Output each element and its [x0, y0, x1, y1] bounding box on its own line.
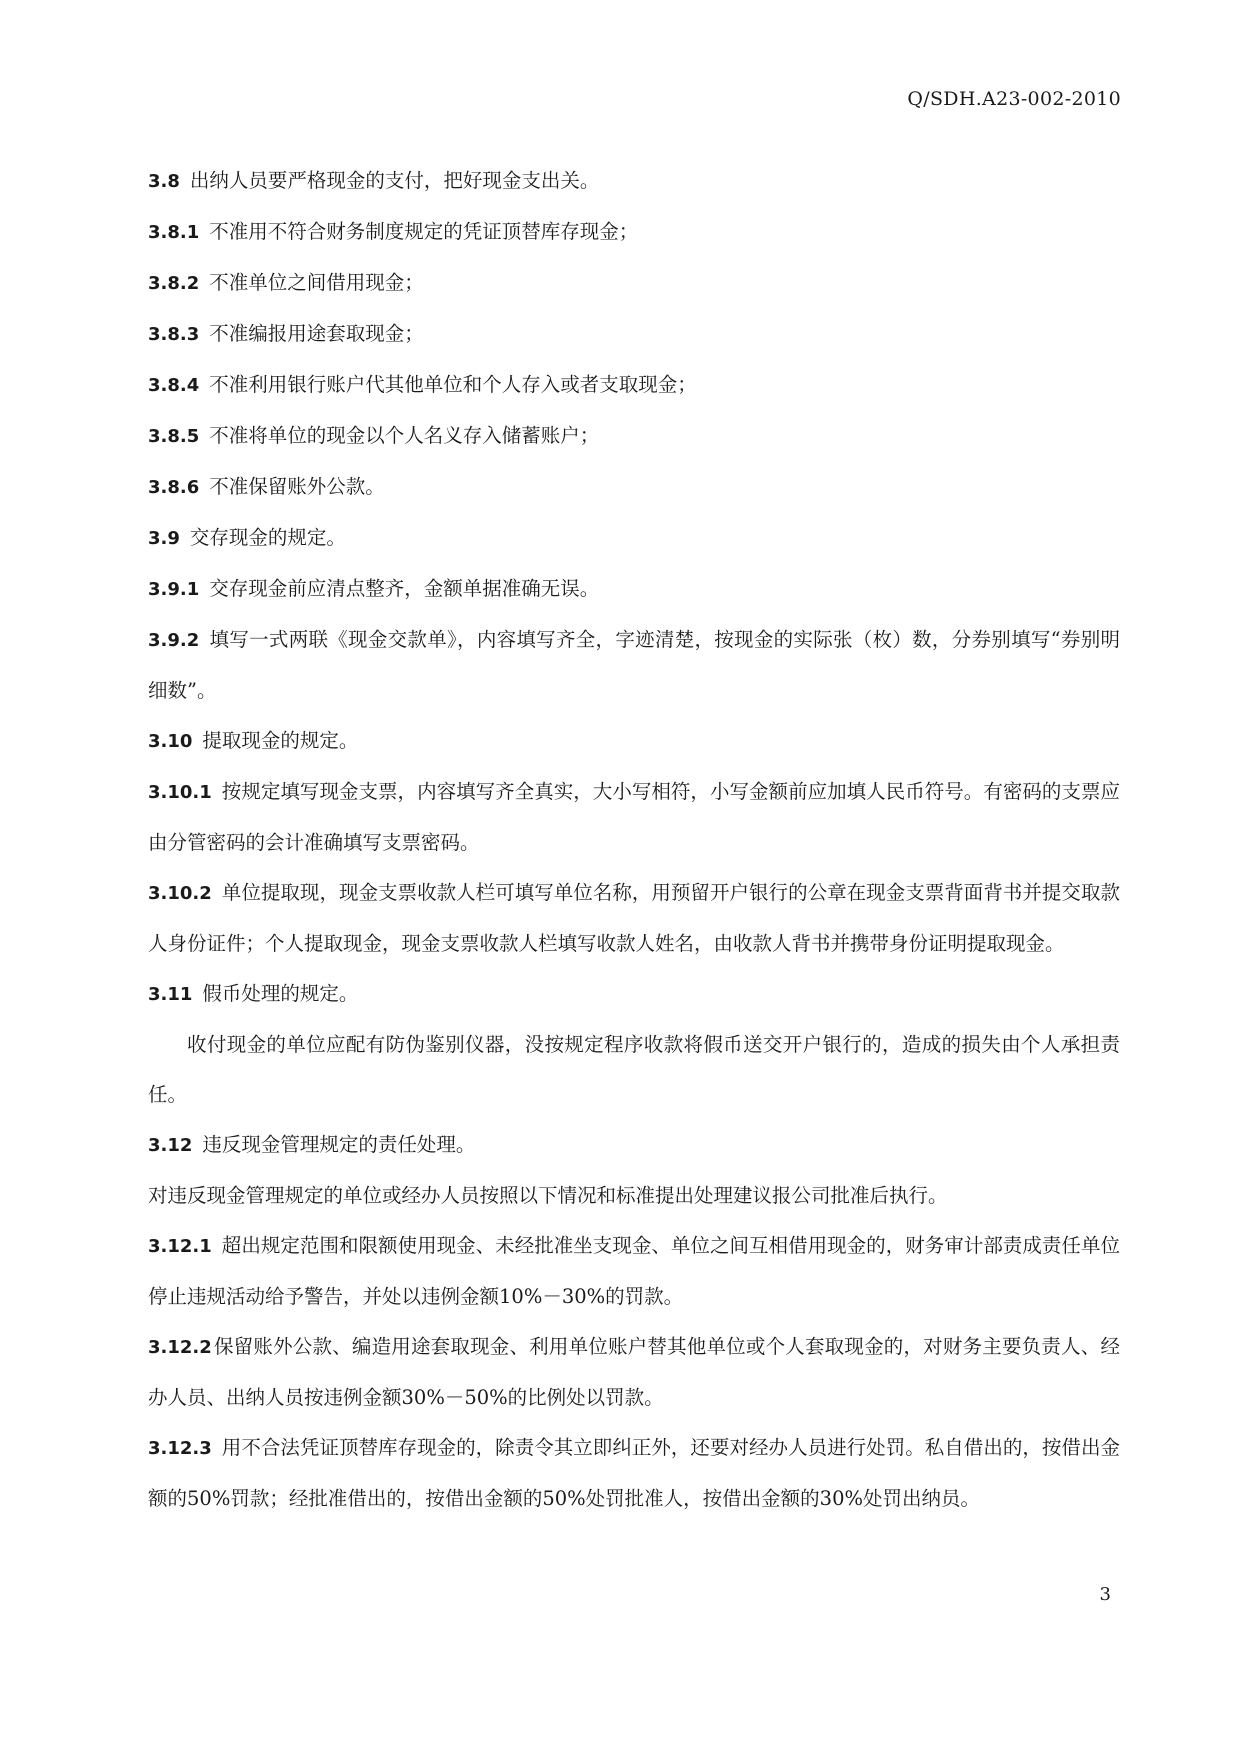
clause-text: 超出规定范围和限额使用现金、未经批准坐支现金、单位之间互相借用现金的，财务审计部责成责任单位停止违规活动给予警告，并处以违例金额10%－30%的罚款。 — [148, 1234, 1120, 1308]
clause-number: 3.8 — [148, 171, 180, 192]
clause-text: 出纳人员要严格现金的支付，把好现金支出关。 — [189, 169, 600, 192]
clause-paragraph — [148, 716, 1120, 767]
clause-text: 对违反现金管理规定的单位或经办人员按照以下情况和标准提出处理建议报公司批准后执行。 — [148, 1184, 948, 1207]
clause-text: 提取现金的规定。 — [202, 729, 359, 752]
clause-paragraph — [148, 1221, 1120, 1322]
clause-text: 单位提取现，现金支票收款人栏可填写单位名称，用预留开户银行的公章在现金支票背面背书并提交取款人身份证件；个人提取现金，现金支票收款人栏填写收款人姓名，由收款人背书并携带身份证明提取现金。 — [148, 881, 1120, 955]
clause-paragraph — [148, 564, 1120, 615]
clause-text: 收付现金的单位应配有防伪鉴别仪器，没按规定程序收款将假币送交开户银行的，造成的损失由个人承担责任。 — [148, 1033, 1120, 1106]
clause-paragraph — [148, 1171, 1120, 1221]
clause-text: 填写一式两联《现金交款单》，内容填写齐全，字迹清楚，按现金的实际张（枚）数，分券别填写“券别明细数”。 — [148, 628, 1120, 702]
clause-text: 违反现金管理规定的责任处理。 — [202, 1133, 476, 1156]
clause-number: 3.10 — [148, 731, 193, 752]
clause-paragraph — [148, 1322, 1120, 1423]
clause-number: 3.11 — [148, 984, 193, 1005]
clause-paragraph — [148, 868, 1120, 969]
clause-number: 3.12 — [148, 1135, 193, 1156]
clause-number: 3.8.2 — [148, 273, 200, 294]
clause-paragraph — [148, 1020, 1120, 1120]
clause-text: 不准保留账外公款。 — [209, 475, 385, 498]
clause-number: 3.10.2 — [148, 883, 212, 904]
clause-text: 假币处理的规定。 — [202, 982, 359, 1005]
document-body — [148, 156, 1120, 1524]
clause-text: 保留账外公款、编造用途套取现金、利用单位账户替其他单位或个人套取现金的，对财务主要负责人、经办人员、出纳人员按违例金额30%－50%的比例处以罚款。 — [148, 1335, 1120, 1409]
clause-paragraph — [148, 156, 1120, 207]
clause-text: 交存现金前应清点整齐，金额单据准确无误。 — [209, 577, 600, 600]
clause-number: 3.9.2 — [148, 630, 200, 651]
clause-text: 不准将单位的现金以个人名义存入储蓄账户； — [209, 424, 600, 447]
clause-paragraph — [148, 462, 1120, 513]
clause-paragraph — [148, 207, 1120, 258]
clause-number: 3.8.5 — [148, 426, 200, 447]
clause-paragraph — [148, 1120, 1120, 1171]
clause-paragraph — [148, 258, 1120, 309]
clause-paragraph — [148, 1423, 1120, 1524]
clause-text: 交存现金的规定。 — [189, 526, 346, 549]
clause-number: 3.10.1 — [148, 782, 212, 803]
clause-paragraph — [148, 411, 1120, 462]
clause-number: 3.12.1 — [148, 1236, 212, 1257]
document-code: Q/SDH.A23-002-2010 — [907, 88, 1121, 110]
clause-text: 不准用不符合财务制度规定的凭证顶替库存现金； — [209, 220, 639, 243]
clause-paragraph — [148, 969, 1120, 1020]
clause-number: 3.8.6 — [148, 477, 200, 498]
clause-text: 按规定填写现金支票，内容填写齐全真实，大小写相符，小写金额前应加填人民币符号。有密码的支票应由分管密码的会计准确填写支票密码。 — [148, 780, 1120, 854]
clause-text: 不准利用银行账户代其他单位和个人存入或者支取现金； — [209, 373, 697, 396]
clause-number: 3.9 — [148, 528, 180, 549]
clause-paragraph — [148, 309, 1120, 360]
clause-number: 3.8.4 — [148, 375, 200, 396]
clause-text: 不准单位之间借用现金； — [209, 271, 424, 294]
clause-number: 3.12.3 — [148, 1438, 212, 1459]
clause-text: 不准编报用途套取现金； — [209, 322, 424, 345]
clause-text: 用不合法凭证顶替库存现金的，除责令其立即纠正外，还要对经办人员进行处罚。私自借出的，按借出金额的50%罚款；经批准借出的，按借出金额的50%处罚批准人，按借出金额的30%处罚出纳员。 — [148, 1436, 1120, 1510]
clause-paragraph — [148, 767, 1120, 868]
clause-number: 3.8.3 — [148, 324, 200, 345]
clause-paragraph — [148, 360, 1120, 411]
clause-number: 3.8.1 — [148, 222, 200, 243]
clause-paragraph — [148, 615, 1120, 716]
clause-number: 3.12.2 — [148, 1337, 212, 1358]
clause-paragraph — [148, 513, 1120, 564]
page-number: 3 — [1099, 1584, 1111, 1605]
clause-number: 3.9.1 — [148, 579, 200, 600]
